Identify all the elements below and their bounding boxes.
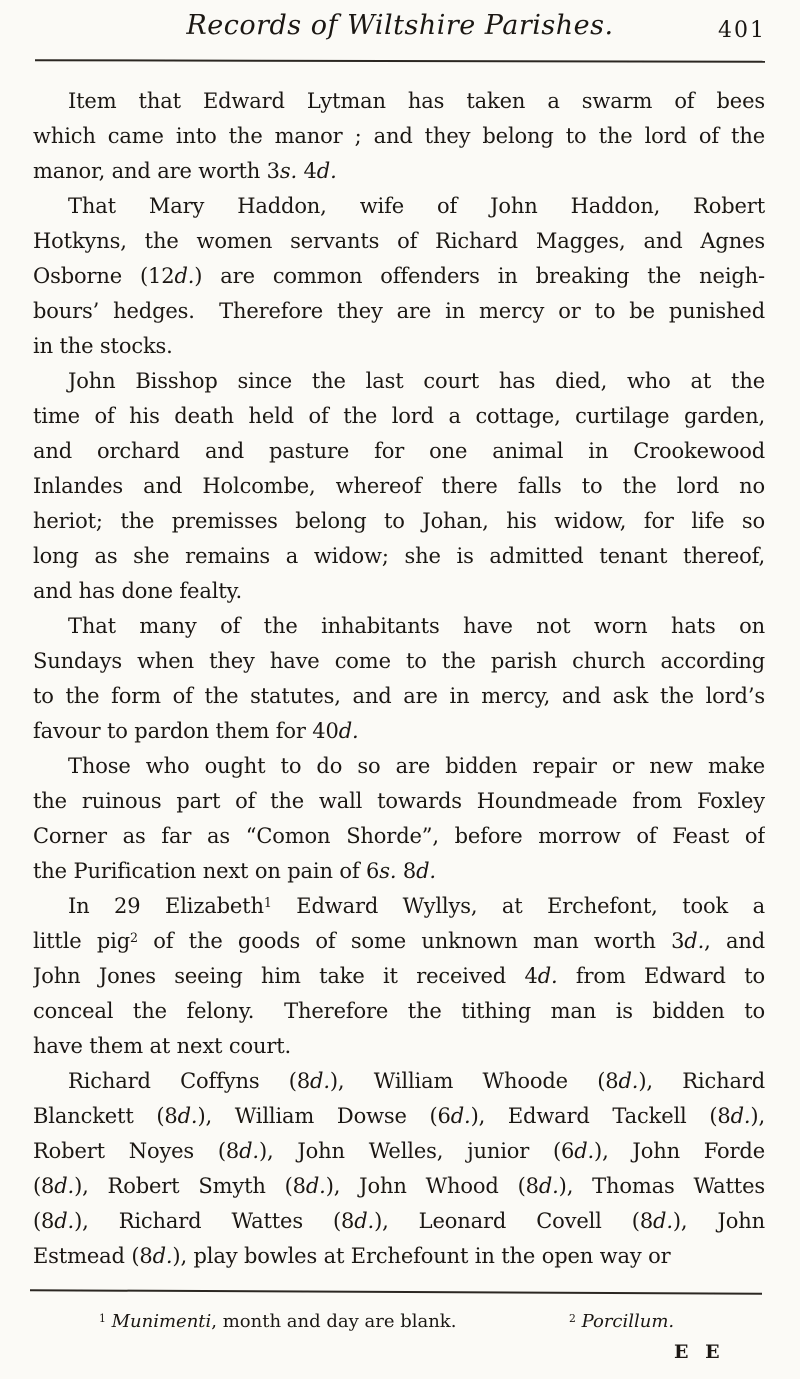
footnote-2: $^2$ Porcillum. bbox=[569, 1311, 675, 1332]
text-line: bours’ hedges. Therefore they are in mercy or to be punished bbox=[33, 299, 765, 323]
footnote-1: $^1$ Munimenti, month and day are blank. bbox=[99, 1311, 457, 1332]
text-line: conceal the felony. Therefore the tithing man is bidden to bbox=[33, 999, 765, 1023]
text-line: That many of the inhabitants have not worn hats on bbox=[68, 614, 765, 638]
paragraph bbox=[33, 609, 765, 749]
text-line: John Jones seeing him take it received 4d. from Edward to bbox=[33, 964, 765, 988]
text-line: In 29 Elizabeth$^1$ Edward Wyllys, at Erchefont, took a bbox=[68, 894, 765, 918]
text-line: have them at next court. bbox=[33, 1034, 292, 1058]
text-line: Sundays when they have come to the parish church according bbox=[33, 649, 765, 673]
text-line: Item that Edward Lytman has taken a swarm of bees bbox=[68, 89, 765, 113]
text-line: Hotkyns, the women servants of Richard Magges, and Agnes bbox=[33, 229, 765, 253]
paragraph bbox=[33, 1064, 765, 1274]
text-line: Corner as far as “Comon Shorde”, before morrow of Feast of bbox=[33, 824, 765, 848]
document-body bbox=[33, 84, 765, 1274]
paragraph bbox=[33, 189, 765, 364]
header-rule bbox=[35, 59, 765, 63]
text-line: heriot; the premisses belong to Johan, his widow, for life so bbox=[33, 509, 765, 533]
text-line: (8d.), Richard Wattes (8d.), Leonard Covell (8d.), John bbox=[33, 1209, 765, 1233]
paragraph bbox=[33, 889, 765, 1064]
text-line: Robert Noyes (8d.), John Welles, junior (6d.), John Forde bbox=[33, 1139, 765, 1163]
text-line: time of his death held of the lord a cottage, curtilage garden, bbox=[33, 404, 765, 428]
footnote-rule bbox=[30, 1289, 762, 1295]
text-line: John Bisshop since the last court has died, who at the bbox=[68, 369, 765, 393]
text-line: the ruinous part of the wall towards Houndmeade from Foxley bbox=[33, 789, 765, 813]
text-line: Blanckett (8d.), William Dowse (6d.), Edward Tackell (8d.), bbox=[33, 1104, 765, 1128]
paragraph bbox=[33, 749, 765, 889]
printer-signature-mark: E E bbox=[674, 1341, 725, 1363]
text-line: which came into the manor ; and they belong to the lord of the bbox=[33, 124, 765, 148]
footnotes bbox=[33, 1311, 765, 1337]
text-line: and orchard and pasture for one animal in Crookewood bbox=[33, 439, 765, 463]
text-line: Those who ought to do so are bidden repair or new make bbox=[68, 754, 765, 778]
text-line: (8d.), Robert Smyth (8d.), John Whood (8d.), Thomas Wattes bbox=[33, 1174, 765, 1198]
footnote-marker: 2 bbox=[569, 1312, 576, 1326]
text-line: manor, and are worth 3s. 4d. bbox=[33, 159, 337, 183]
paragraph bbox=[33, 84, 765, 189]
text-line: Inlandes and Holcombe, whereof there falls to the lord no bbox=[33, 474, 765, 498]
text-line: in the stocks. bbox=[33, 334, 173, 358]
text-line: Richard Coffyns (8d.), William Whoode (8d.), Richard bbox=[68, 1069, 765, 1093]
text-line: little pig$^2$ of the goods of some unknown man worth 3d., and bbox=[33, 929, 765, 953]
text-line: That Mary Haddon, wife of John Haddon, Robert bbox=[68, 194, 765, 218]
page-header-title: Records of Wiltshire Parishes. bbox=[186, 10, 614, 41]
paragraph bbox=[33, 364, 765, 609]
text-line: long as she remains a widow; she is admitted tenant thereof, bbox=[33, 544, 765, 568]
page-number: 401 bbox=[718, 18, 766, 43]
footnote-marker: 2 bbox=[130, 930, 138, 946]
text-line: and has done fealty. bbox=[33, 579, 242, 603]
text-line: Osborne (12d.) are common offenders in breaking the neigh- bbox=[33, 264, 765, 288]
text-line: the Purification next on pain of 6s. 8d. bbox=[33, 859, 436, 883]
text-line: Estmead (8d.), play bowles at Erchefount in the open way or bbox=[33, 1244, 671, 1268]
text-line: to the form of the statutes, and are in mercy, and ask the lord’s bbox=[33, 684, 765, 708]
footnote-marker: 1 bbox=[99, 1312, 106, 1326]
text-line: favour to pardon them for 40d. bbox=[33, 719, 359, 743]
footnote-marker: 1 bbox=[263, 895, 272, 911]
